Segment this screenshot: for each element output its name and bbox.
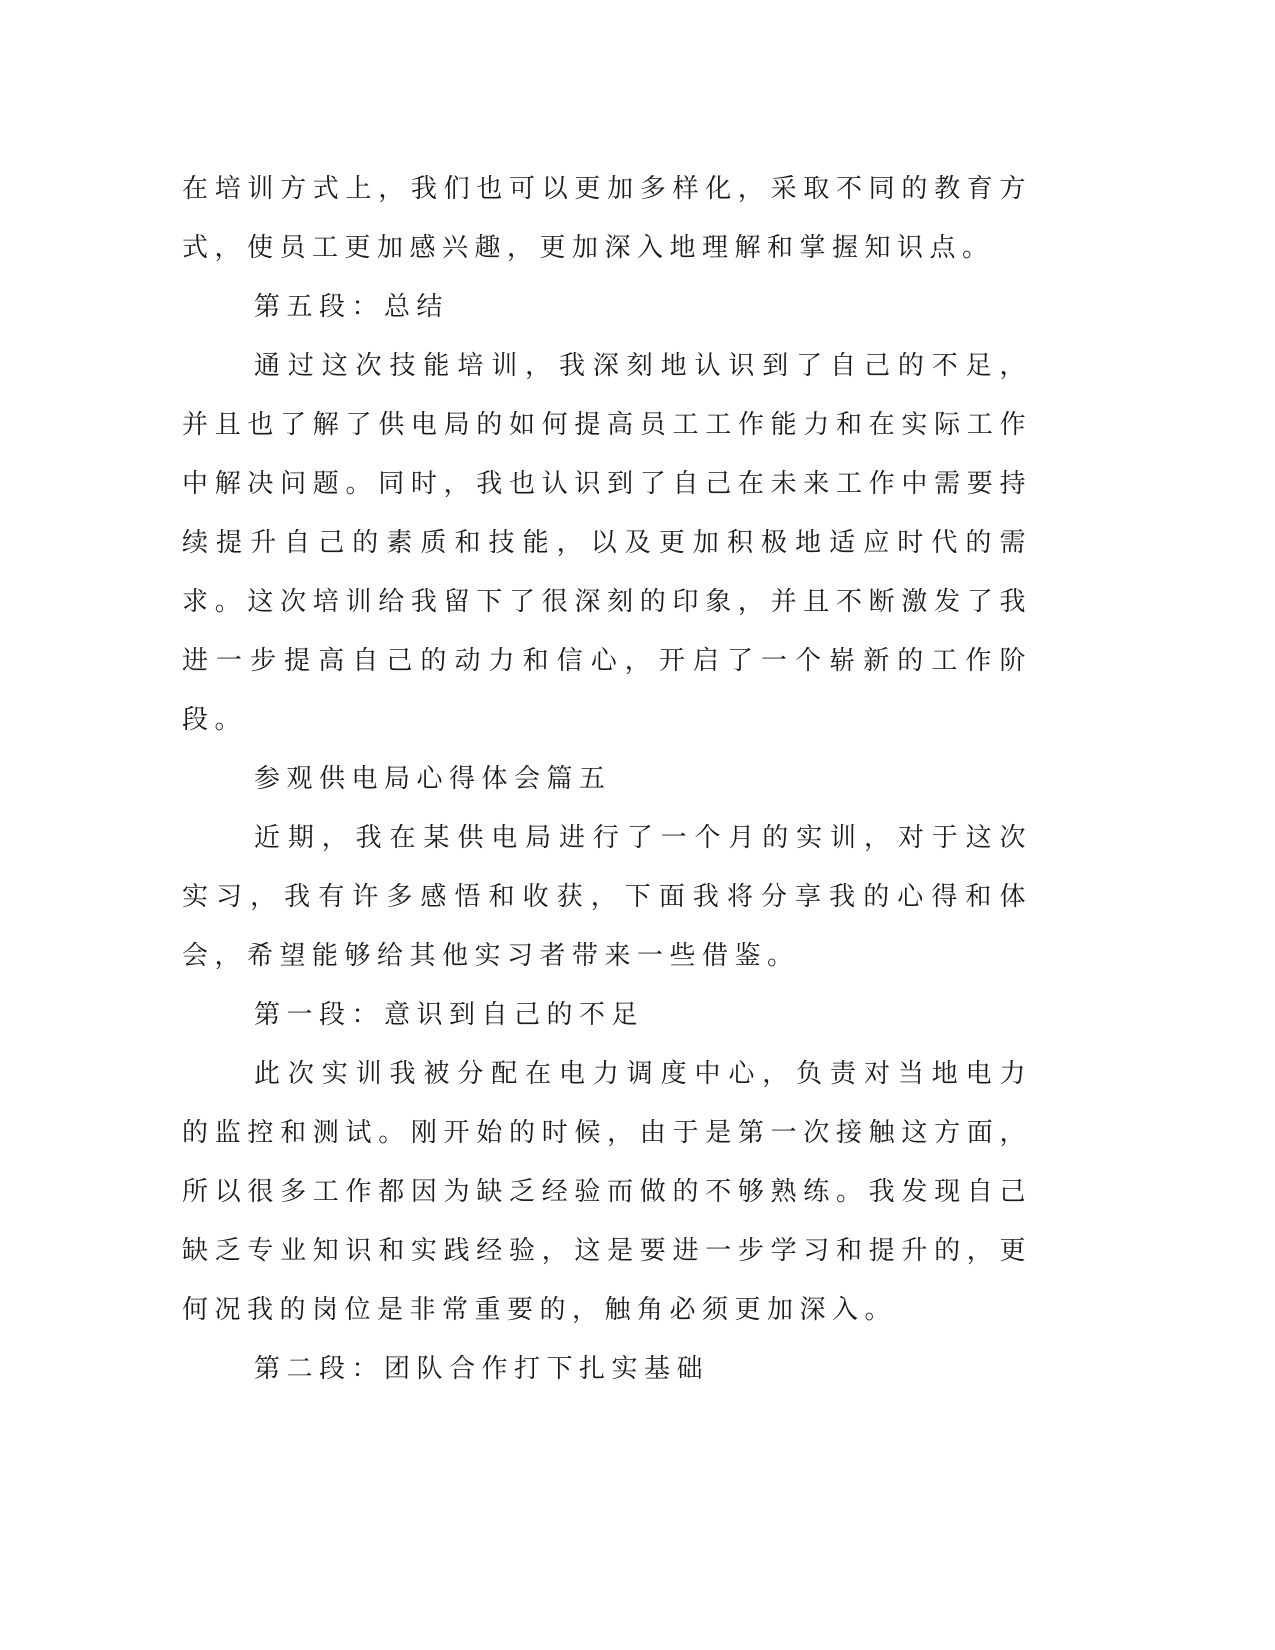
section-heading-part2: 第二段：团队合作打下扎实基础 [254,1354,710,1384]
article-title-part5: 参观供电局心得体会篇五 [254,764,612,794]
document-body [182,160,1032,1399]
paragraph-part1: 此次实训我被分配在电力调度中心，负责对当地电力的监控和测试。刚开始的时候，由于是第一次接触这方面，所以很多工作都因为缺乏经验而做的不够熟练。我发现自己缺乏专业知识和实践经验，这是要进一步学习和提升的，更何况我的岗位是非常重要的，触角必须更加深入。 [182,1059,1032,1325]
paragraph-summary: 通过这次技能培训，我深刻地认识到了自己的不足，并且也了解了供电局的如何提高员工工作能力和在实际工作中解决问题。同时，我也认识到了自己在未来工作中需要持续提升自己的素质和技能，以及更加积极地适应时代的需求。这次培训给我留下了很深刻的印象，并且不断激发了我进一步提高自己的动力和信心，开启了一个崭新的工作阶段。 [182,351,1032,735]
section-heading-part1: 第一段：意识到自己的不足 [254,1000,645,1030]
paragraph-intro: 近期，我在某供电局进行了一个月的实训，对于这次实习，我有许多感悟和收获，下面我将分享我的心得和体会，希望能够给其他实习者带来一些借鉴。 [182,823,1032,971]
paragraph-training-methods: 在培训方式上，我们也可以更加多样化，采取不同的教育方式，使员工更加感兴趣，更加深入地理解和掌握知识点。 [182,174,1032,263]
section-heading-part5-summary: 第五段：总结 [254,292,450,322]
